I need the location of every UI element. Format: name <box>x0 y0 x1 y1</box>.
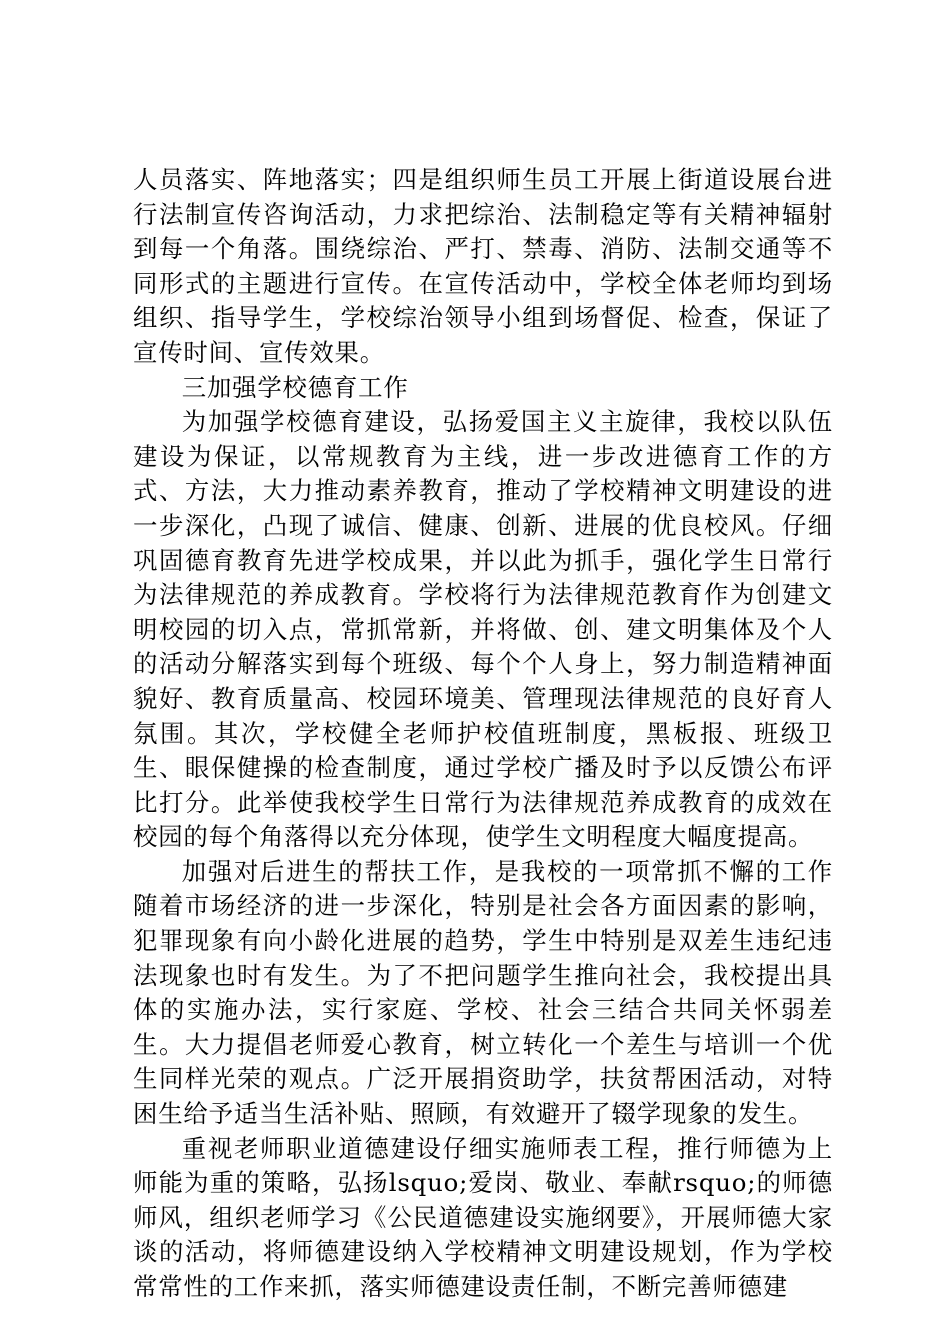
paragraph-teacher-ethics: 重视老师职业道德建设仔细实施师表工程，推行师德为上师能为重的策略，弘扬lsquo;爱岗、敬业、奉献rsquo;的师德师风，组织老师学习《公民道德建设实施纲要》，开展师德大家谈的活动，将师德建设纳入学校精神文明建设规划，作为学校常常性的工作来抓，落实师德建设责任制，不断完善师德建 <box>133 1133 833 1301</box>
paragraph-continuation: 人员落实、阵地落实；四是组织师生员工开展上街道设展台进行法制宣传咨询活动，力求把综治、法制稳定等有关精神辐射到每一个角落。围绕综治、严打、禁毒、消防、法制交通等不同形式的主题进行宣传。在宣传活动中，学校全体老师均到场组织、指导学生，学校综治领导小组到场督促、检查，保证了宣传时间、宣传效果。 <box>133 165 833 367</box>
document-body <box>133 163 833 1305</box>
paragraph-moral-education: 为加强学校德育建设，弘扬爱国主义主旋律，我校以队伍建设为保证，以常规教育为主线，进一步改进德育工作的方式、方法，大力推动素养教育，推动了学校精神文明建设的进一步深化，凸现了诚信、健康、创新、进展的优良校风。仔细巩固德育教育先进学校成果，并以此为抓手，强化学生日常行为法律规范的养成教育。学校将行为法律规范教育作为创建文明校园的切入点，常抓常新，并将做、创、建文明集体及个人的活动分解落实到每个班级、每个个人身上，努力制造精神面貌好、教育质量高、校园环境美、管理现法律规范的良好育人氛围。其次，学校健全老师护校值班制度，黑板报、班级卫生、眼保健操的检查制度，通过学校广播及时予以反馈公布评比打分。此举使我校学生日常行为法律规范养成教育的成效在校园的每个角落得以充分体现，使学生文明程度大幅度提高。 <box>133 407 833 852</box>
paragraph-student-support: 加强对后进生的帮扶工作，是我校的一项常抓不懈的工作随着市场经济的进一步深化，特别是社会各方面因素的影响，犯罪现象有向小龄化进展的趋势，学生中特别是双差生违纪违法现象也时有发生。为了不把问题学生推向社会，我校提出具体的实施办法，实行家庭、学校、社会三结合共同关怀弱差生。大力提倡老师爱心教育，树立转化一个差生与培训一个优生同样光荣的观点。广泛开展捐资助学，扶贫帮困活动，对特困生给予适当生活补贴、照顾，有效避开了辍学现象的发生。 <box>133 856 833 1129</box>
section-heading: 三加强学校德育工作 <box>181 372 409 402</box>
